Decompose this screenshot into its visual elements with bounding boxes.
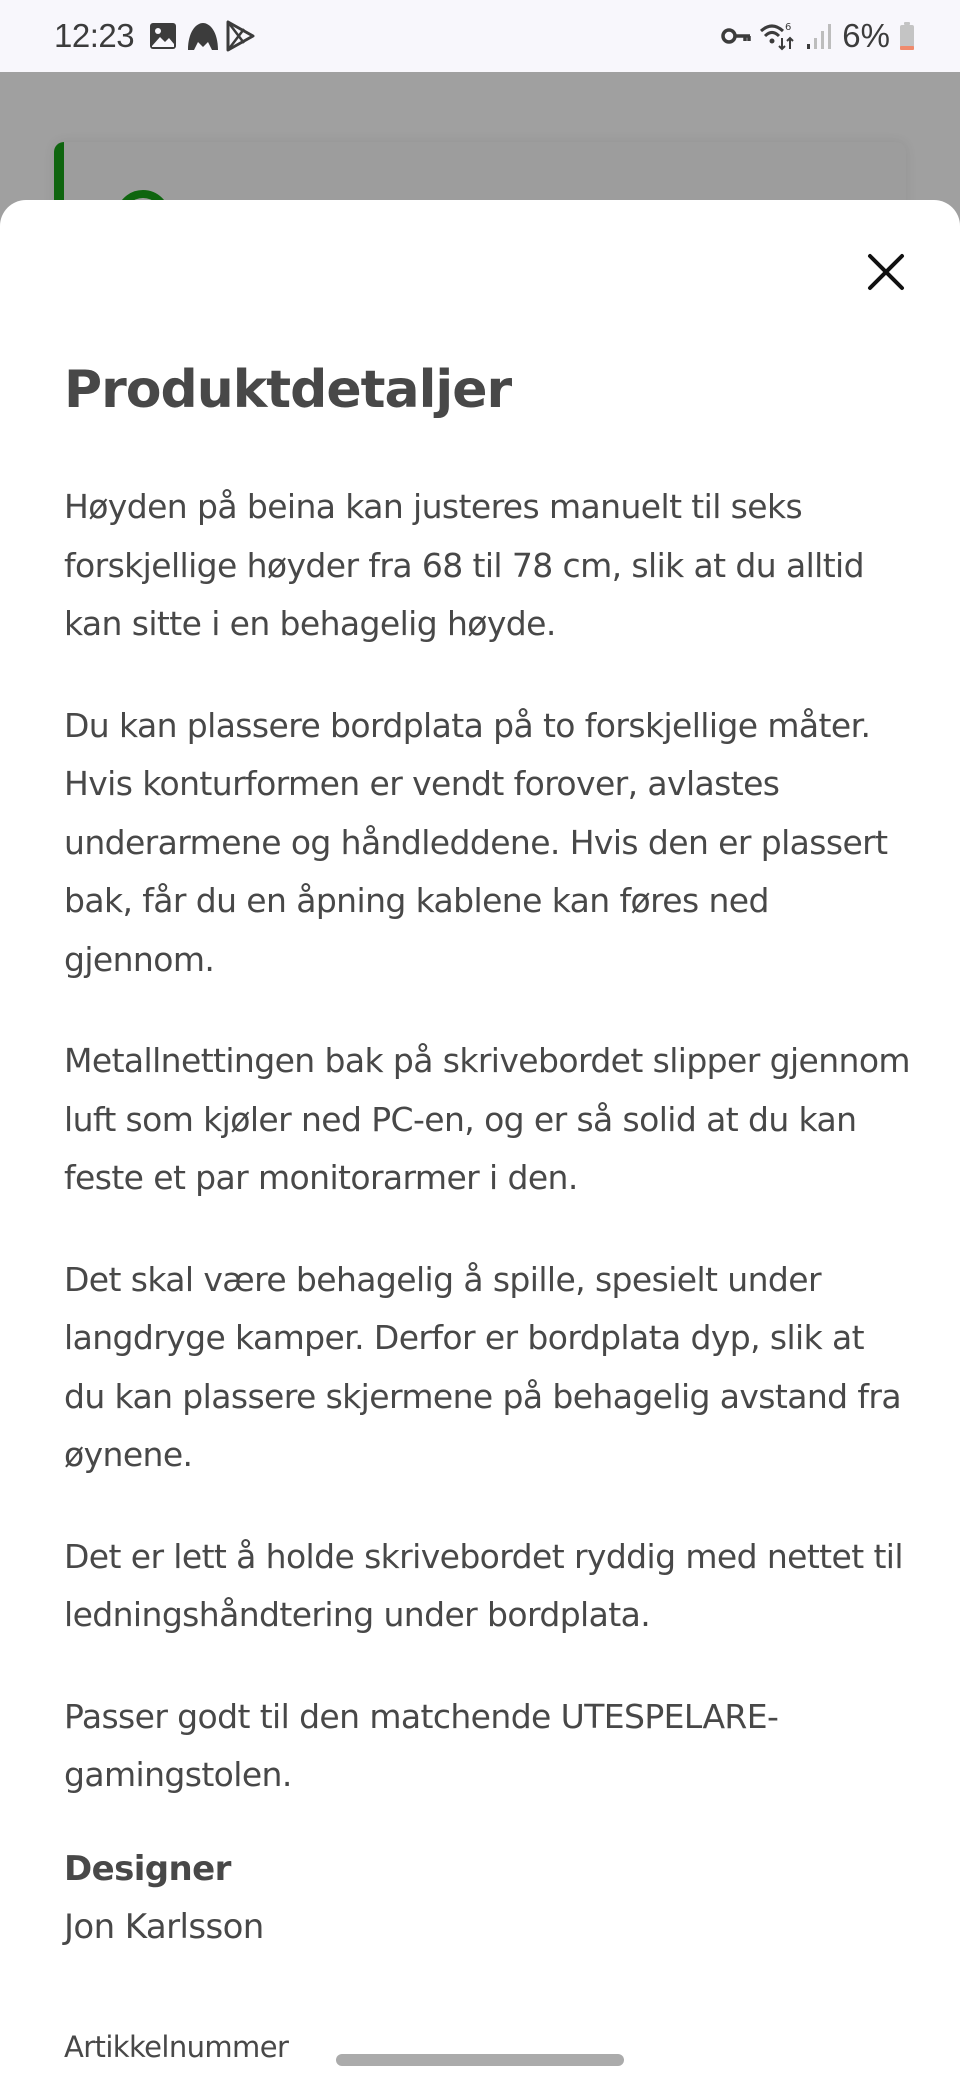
gallery-icon bbox=[148, 20, 178, 52]
article-number-label: Artikkelnummer bbox=[64, 2030, 289, 2064]
wifi-6-icon bbox=[758, 20, 798, 52]
status-right bbox=[720, 17, 916, 55]
detail-paragraph: Det er lett å holde skrivebordet ryddig med nettet til ledningshåndtering under bordplata. bbox=[64, 1536, 903, 1634]
product-details-content bbox=[64, 478, 914, 1956]
close-button[interactable] bbox=[862, 248, 910, 296]
detail-paragraph: Du kan plassere bordplata på to forskjellige måter. Hvis konturformen er vendt forover, avlastes underarmene og håndleddene. Hvis den er plassert bak, får du en åpning kablene kan føres ned gjennom. bbox=[64, 705, 888, 979]
battery-icon bbox=[898, 20, 916, 52]
play-store-icon bbox=[224, 20, 254, 52]
status-bar bbox=[0, 0, 960, 72]
close-icon bbox=[867, 253, 905, 291]
detail-paragraph: Høyden på beina kan justeres manuelt til seks forskjellige høyder fra 68 til 78 cm, slik at du alltid kan sitte i en behagelig høyde. bbox=[64, 487, 864, 643]
status-left bbox=[54, 17, 254, 55]
detail-paragraph: Det skal være behagelig å spille, spesielt under langdryge kamper. Derfor er bordplata dyp, slik at du kan plassere skjermene på behagelig avstand fra øynene. bbox=[64, 1259, 902, 1474]
vpn-key-icon bbox=[720, 20, 750, 52]
signal-icon bbox=[806, 20, 834, 52]
sheet-title: Produktdetaljer bbox=[64, 360, 512, 420]
detail-paragraph: Passer godt til den matchende UTESPELARE-gamingstolen. bbox=[64, 1696, 779, 1794]
status-time: 12:23 bbox=[54, 17, 135, 54]
app-mountain-icon bbox=[186, 20, 216, 52]
article-number-row bbox=[64, 2030, 288, 2064]
battery-percent: 6% bbox=[842, 17, 890, 54]
detail-paragraph: Metallnettingen bak på skrivebordet slipper gjennom luft som kjøler ned PC-en, og er så solid at du kan feste et par monitorarmer i den. bbox=[64, 1041, 910, 1197]
designer-label: Designer bbox=[64, 1848, 231, 1889]
designer-name: Jon Karlsson bbox=[64, 1906, 264, 1947]
svg-text:6: 6 bbox=[785, 22, 792, 33]
home-indicator[interactable] bbox=[336, 2054, 624, 2066]
